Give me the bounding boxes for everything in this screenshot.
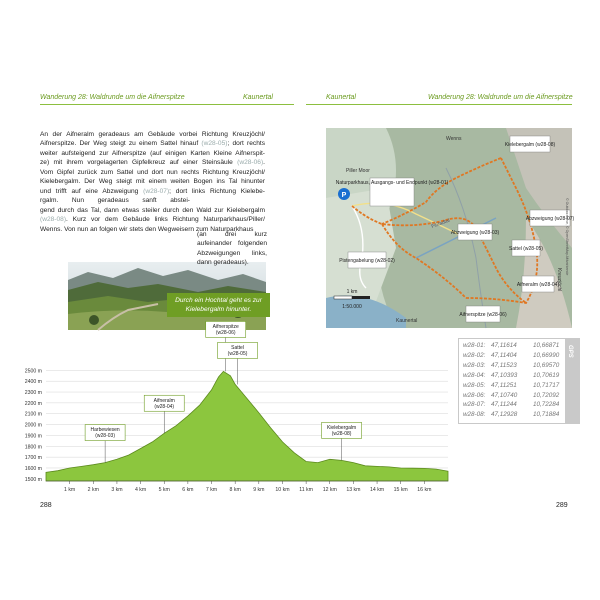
annotation-label: Kielebergalm [326, 424, 357, 431]
x-tick-label: 5 km [158, 487, 170, 493]
wrap-text: (an drei kurz aufeinander folgenden Abzweigungen links, dann geradeaus). [197, 231, 267, 267]
y-tick-label: 2100 m [24, 411, 42, 418]
y-tick-label: 2500 m [24, 368, 42, 375]
map-label-pistengabelung: Pistengabelung (w28-02) [339, 258, 395, 264]
map-label-abzweigung-07: Abzweigung (w28-07) [525, 216, 575, 222]
x-tick-label: 9 km [253, 487, 265, 493]
x-tick-label: 1 km [64, 487, 76, 493]
text-line: weiter aufsteigend zur Aifnerspitze (auf einigen Karten Kleine Aifnerspit- [40, 149, 265, 157]
map-label-abzweigung-03: Abzweigung (w28-03) [450, 230, 500, 236]
waypoint-ref: (w28-07) [143, 187, 170, 195]
x-tick-label: 12 km [322, 487, 337, 493]
y-tick-label: 2200 m [24, 400, 42, 407]
map-label-wenns: Wenns [446, 136, 462, 142]
y-tick-label: 2300 m [24, 390, 42, 397]
text-line: rgalm. Nun geradeaus sanft abstei- [40, 197, 190, 205]
page-number-right: 289 [556, 502, 568, 509]
annotation-label: Aifnerspitze [212, 323, 239, 330]
text-line: Aifnerspitze. Der Weg steigt zu einem Sattel hinauf (w28-05); dort rechts [40, 140, 265, 148]
y-tick-label: 1700 m [24, 455, 42, 462]
map-label-piller-moor: Piller Moor [346, 168, 370, 174]
y-tick-label: 1600 m [24, 465, 42, 472]
route-map [326, 128, 575, 328]
x-tick-label: 8 km [229, 487, 241, 493]
map-label-kreuzjoechl: Kreuzjöchl [556, 268, 562, 292]
gps-row: w28-07: 47,11244 10,72284 [463, 401, 560, 409]
annotation-label: (w28-03) [95, 433, 115, 440]
y-tick-label: 1800 m [24, 444, 42, 451]
x-tick-label: 4 km [134, 487, 147, 493]
map-label-aifnerspitze: Aifnerspitze (w28-06) [459, 312, 507, 318]
gps-row: w28-04: 47,10393 10,70619 [463, 371, 560, 379]
annotation-label: (w28-04) [154, 403, 175, 410]
gps-row: w28-08: 47,12928 10,71884 [463, 411, 560, 419]
x-tick-label: 3 km [111, 487, 123, 493]
map-label-kielebergalm: Kielebergalm (w28-08) [504, 142, 556, 148]
annotation-label: (w28-06) [215, 329, 236, 336]
map-label-sattel: Sattel (w28-05) [509, 246, 543, 252]
x-tick-label: 16 km [417, 487, 432, 493]
x-tick-label: 7 km [205, 487, 218, 493]
svg-text:P: P [341, 192, 347, 199]
header-right-title: Wanderung 28: Waldrunde um die Aifnerspitze [428, 94, 573, 101]
x-tick-label: 15 km [393, 487, 408, 493]
x-tick-label: 13 km [346, 487, 361, 493]
header-left-region: Kaunertal [243, 94, 273, 101]
header-left-title: Wanderung 28: Waldrunde um die Aifnerspitze [40, 94, 185, 101]
header-rule-right [306, 104, 572, 105]
map-scale-ratio: 1:50.000 [342, 304, 362, 310]
x-tick-label: 6 km [182, 487, 194, 493]
map-label-aifneralm: Aifneralm (w28-04) [516, 282, 560, 288]
waypoint-ref: (w28-06) [237, 159, 264, 167]
text-line: und trifft auf eine Abzweigung (w28-07); dort links Richtung Kielebe- [40, 187, 265, 195]
gps-row: w28-06: 47,10740 10,72092 [463, 391, 560, 399]
map-attribution: © Outdooractive, © OpenStreetMap-Mitwirkende [565, 198, 569, 276]
page-number-left: 288 [40, 502, 52, 509]
waypoint-ref: (w28-05) [201, 140, 228, 148]
gps-row: w28-02: 47,11404 10,66990 [463, 351, 560, 359]
route-description [40, 130, 265, 234]
map-label-naturparkhaus: Naturparkhaus, Ausgangs- und Endpunkt (w28-01) [335, 180, 449, 186]
annotation-label: (w28-08) [331, 430, 352, 437]
map-label-kaunertal: Kaunertal [396, 318, 418, 324]
x-tick-label: 11 km [299, 487, 313, 493]
header-right-region: Kaunertal [326, 94, 356, 101]
text-line: ze) mit ihrem vorgelagerten Gipfelkreuz auf einer Steinsäule (w28-06). [40, 159, 265, 167]
gps-row: w28-03: 47,11523 10,69570 [463, 361, 560, 369]
text-line: gend durch das Tal, dann etwas steiler durch den Wald zur Kielebergalm [40, 206, 265, 214]
elevation-profile [0, 323, 600, 500]
text-line: An der Aifneralm geradeaus am Gebäude vorbei Richtung Kreuzjöchl/ [40, 131, 265, 138]
gps-row: w28-05: 47,11251 10,71717 [463, 381, 560, 389]
header-rule-left [40, 104, 294, 105]
map-scale-km: 1 km [346, 289, 358, 295]
y-tick-label: 2000 m [24, 422, 42, 429]
x-tick-label: 14 km [369, 487, 385, 493]
y-tick-label: 1900 m [24, 433, 42, 440]
x-tick-label: 10 km [275, 487, 290, 493]
text-line: (w28-08). Kurz vor dem Gebäude links Richtung Naturparkhaus/Piller/ [40, 216, 265, 224]
text-line: Vom Gipfel zurück zum Sattel und dort nun rechts Richtung Kreuzjöchl/ [40, 168, 265, 176]
annotation-label: Aifneralm [153, 397, 175, 404]
x-tick-label: 2 km [87, 487, 99, 493]
waypoint-ref: (w28-08) [40, 216, 67, 224]
text-line: Kielebergalm. Der Weg steigt mit einem weiten Bogen ins Tal hinunter [40, 178, 265, 186]
gps-tab: GPS [565, 339, 579, 423]
annotation-label: Sattel [231, 344, 244, 351]
y-tick-label: 1500 m [24, 476, 42, 483]
map-label-fissladtal: Fißladtal [430, 217, 451, 230]
annotation-label: (w28-05) [227, 350, 248, 357]
gps-row: w28-01: 47,11614 10,66871 [463, 342, 560, 349]
y-tick-label: 2400 m [24, 379, 42, 386]
photo-caption: Durch ein Hochtal geht es zur Kielebergalm hinunter. [167, 293, 270, 317]
text-line: Wenns. Von nun an folgen wir stets den Wegweisern zum Naturparkhaus [40, 225, 254, 233]
annotation-label: Harbewiesen [90, 427, 120, 434]
